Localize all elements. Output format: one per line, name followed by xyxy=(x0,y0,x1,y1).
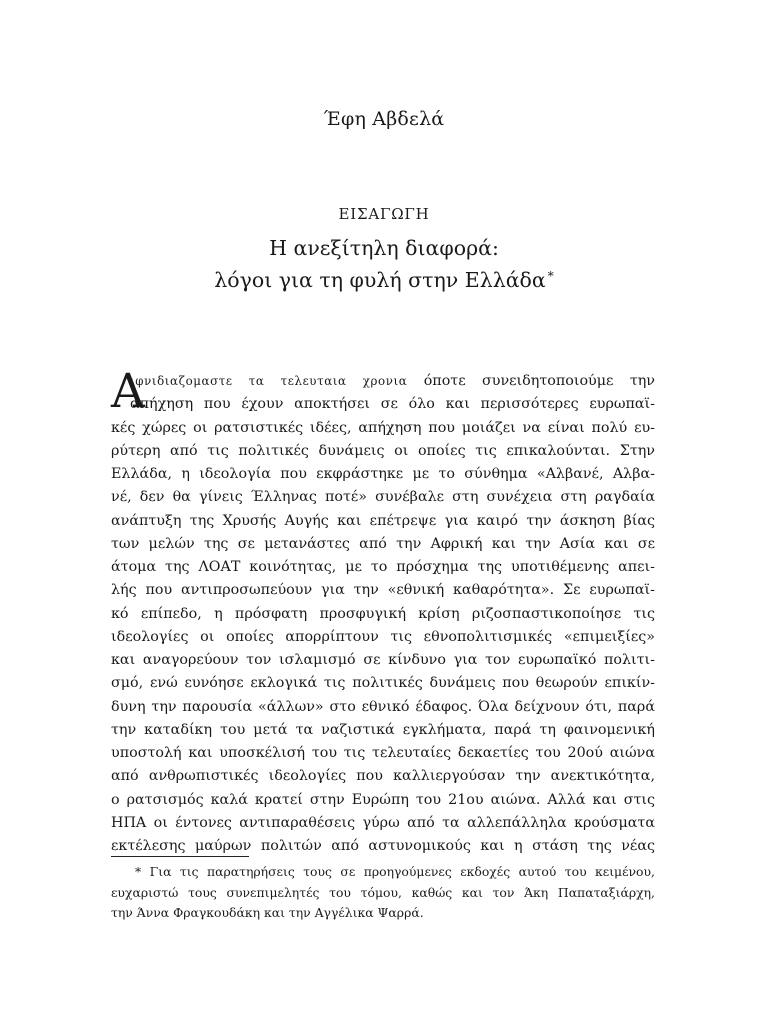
footnote-line-2: ευχαριστώ τους συνεπιμελητές του τόμου, καθώς και τον Άκη Παπαταξιάρχη, xyxy=(111,884,655,900)
body-line: νέ, δεν θα γίνεις Έλληνας ποτέ» συνέβαλε στη συνέχεια στη ραγδαία xyxy=(111,489,655,506)
footnote-line-3: την Άννα Φραγκουδάκη και την Αγγέλικα Ψαρρά. xyxy=(111,905,424,920)
body-line: Ελλάδα, η ιδεολογία που εκφράστηκε με το σύνθημα «Αλβανέ, Αλβα- xyxy=(111,466,655,482)
body-line: λής που αντιπροσωπεύουν για την «εθνική καθαρότητα». Σε ευρωπαϊ- xyxy=(111,582,655,599)
body-line: των μελών της σε μετανάστες από την Αφρική και την Ασία και σε xyxy=(111,535,655,552)
body-line: κές χώρες οι ρατσιστικές ιδέες, απήχηση που μοιάζει να είναι πολύ ευ- xyxy=(111,419,655,436)
footnote-line-1: * Για τις παρατηρήσεις τους σε προηγούμενες εκδοχές αυτού του κειμένου, xyxy=(135,864,655,879)
body-line: ιδεολογίες οι οποίες απορρίπτουν τις εθνοπολιτισμικές «επιμειξίες» xyxy=(111,628,655,645)
body-line: ο ρατσισμός καλά κρατεί στην Ευρώπη του 21ου αιώνα. Αλλά και στις xyxy=(111,791,655,808)
section-label: ΕΙΣΑΓΩΓΗ xyxy=(338,205,430,223)
body-line: άτομα της ΛΟΑΤ κοινότητας, με το πρόσχημα της υποτιθέμενης απει- xyxy=(111,559,655,575)
body-line: ΗΠΑ οι έντονες αντιπαραθέσεις γύρω από τα αλλεπάλληλα κρούσματα xyxy=(111,814,655,831)
title-line-2-text: λόγοι για τη φυλή στην Ελλάδα xyxy=(214,268,546,292)
body-line: εκτέλεσης μαύρων πολιτών από αστυνομικούς και η στάση της νέας xyxy=(111,838,655,854)
body-paragraph xyxy=(111,364,655,858)
author-name: Έφη Αβδελά xyxy=(323,108,445,130)
body-line: δυνη την παρουσία «άλλων» στο εθνικό έδαφος. Όλα δείχνουν ότι, παρά xyxy=(111,698,655,715)
body-line: κό επίπεδο, η πρόσφατη προσφυγική κρίση ριζοσπαστικοποίησε τις xyxy=(111,605,655,622)
title-line-1: Η ανεξίτηλη διαφορά: xyxy=(269,236,499,260)
footnote xyxy=(111,862,655,924)
body-line: σμό, ενώ ευνόησε εκλογικά τις πολιτικές δυνάμεις που θεωρούν επικίν- xyxy=(111,675,655,692)
body-line-2: απήχηση που έχουν αποκτήσει σε όλο και περισσότερες ευρωπαϊ- xyxy=(130,396,655,413)
drop-cap: Α xyxy=(111,364,145,419)
chapter-title xyxy=(0,232,768,296)
body-line-1 xyxy=(111,370,655,393)
line-1-rest: όποτε συνειδητοποιούμε την xyxy=(423,373,655,389)
smallcaps-opening: ιφνιδιαζομαστε τα τελευταια χρονια xyxy=(130,374,408,388)
body-line: ρύτερη από τις πολιτικές δυνάμεις οι οποίες τις επικαλούνται. Στην xyxy=(111,442,655,459)
body-line: υποστολή και υποσκέλισή του τις τελευταίες δεκαετίες του 20ού αιώνα xyxy=(111,745,655,761)
body-line: ανάπτυξη της Χρυσής Αυγής και επέτρεψε για καιρό την άσκηση βίας xyxy=(111,512,655,529)
title-line-2 xyxy=(0,264,768,296)
footnote-marker: * xyxy=(547,269,554,283)
body-line: και αναγορεύουν τον ισλαμισμό σε κίνδυνο για τον ευρωπαϊκό πολιτι- xyxy=(111,652,655,668)
footnote-divider xyxy=(111,856,249,857)
body-line: την καταδίκη του μετά τα ναζιστικά εγκλήματα, παρά τη φαινομενική xyxy=(111,721,655,738)
body-line: από ανθρωπιστικές ιδεολογίες που καλλιεργούσαν την ανεκτικότητα, xyxy=(111,768,655,785)
